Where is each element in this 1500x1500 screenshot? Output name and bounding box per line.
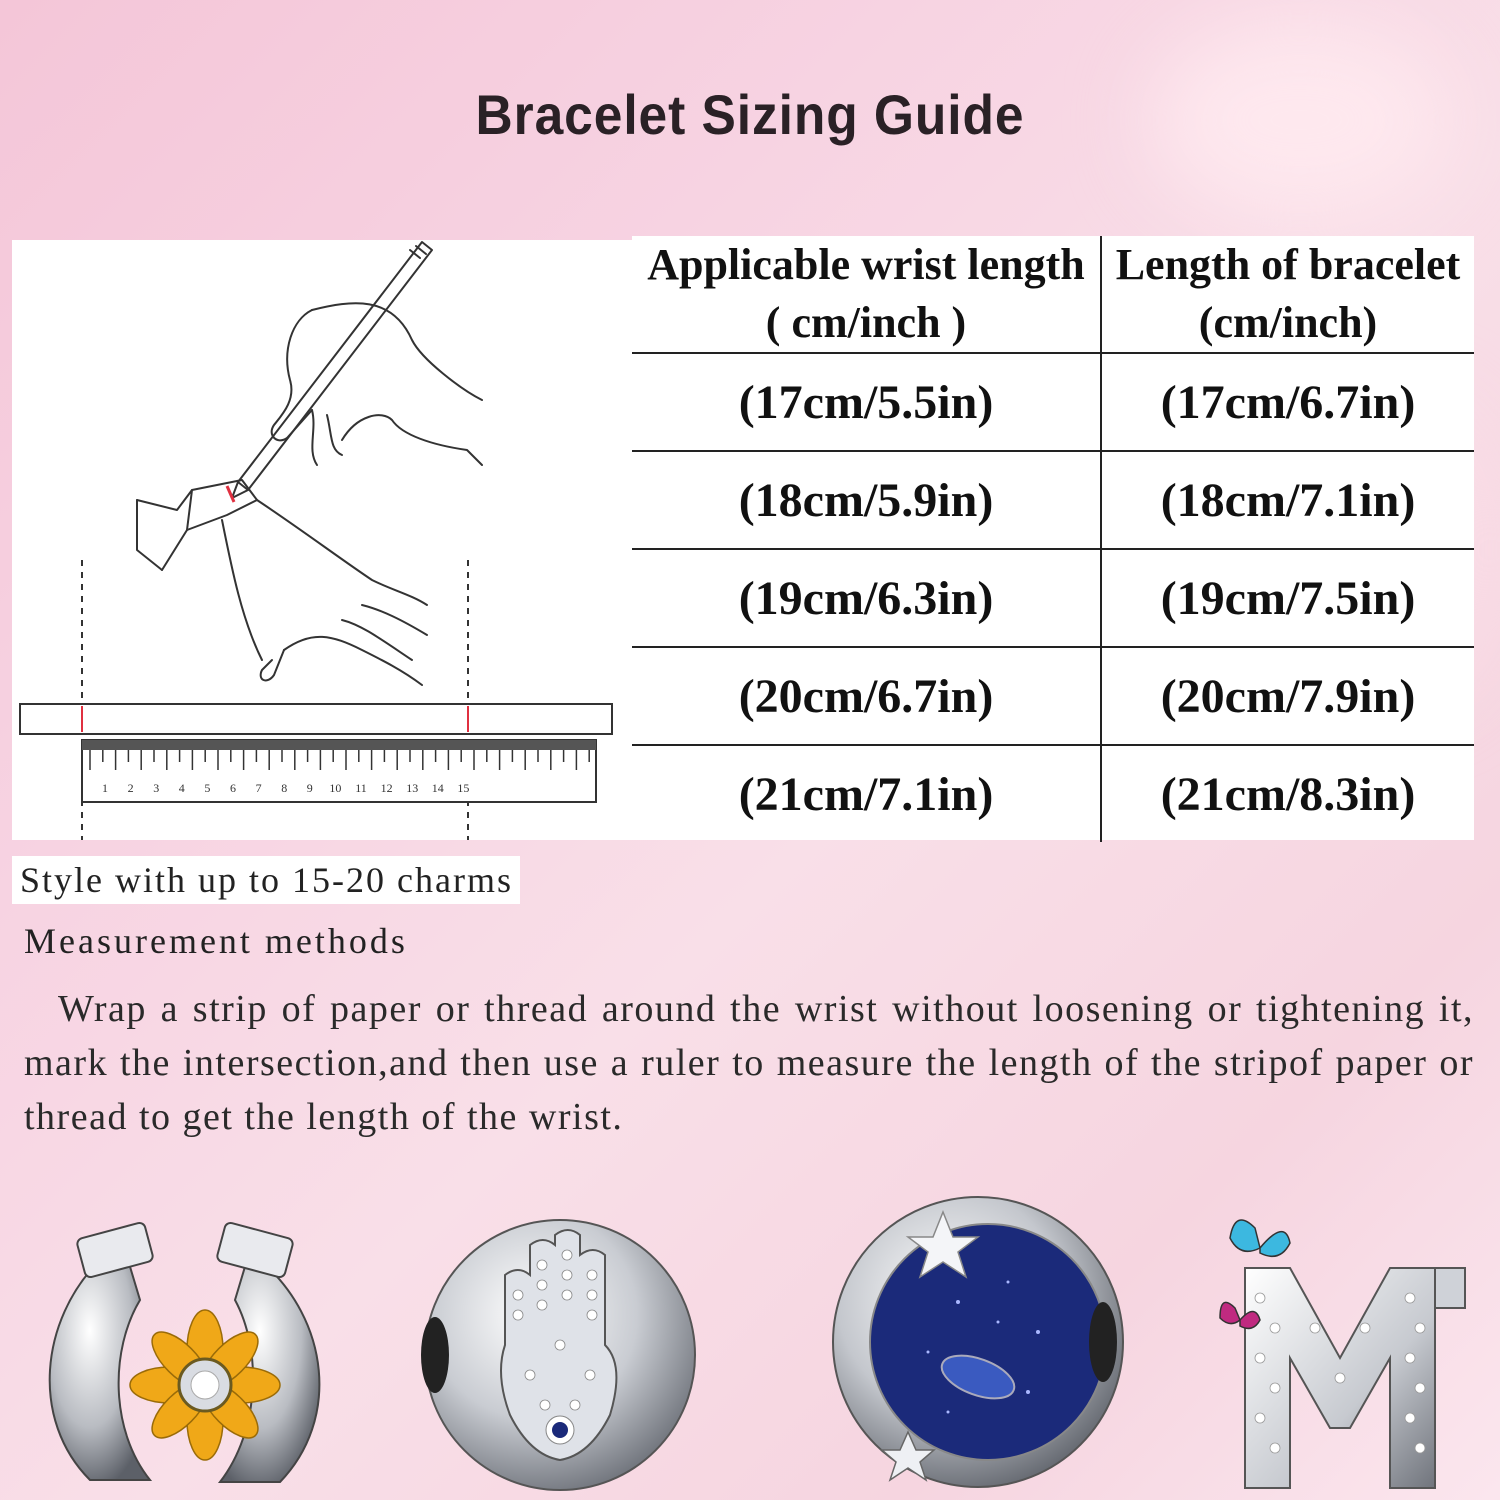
ruler-tick-label: 7 (255, 781, 262, 795)
ruler-tick-label: 9 (306, 781, 313, 795)
moon-star-night-sky-charm (828, 1192, 1128, 1492)
ruler-tick-label: 11 (355, 781, 367, 795)
wrist-length-cell: (17cm/5.5in) (632, 353, 1101, 451)
ruler-tick-label: 14 (431, 781, 444, 795)
wrist-length-cell: (19cm/6.3in) (632, 549, 1101, 647)
header-wrist-length-line2: ( cm/inch ) (765, 298, 967, 347)
header-wrist-length-line1: Applicable wrist length (647, 240, 1085, 289)
ruler-tick-label: 6 (230, 781, 236, 795)
letter-m-butterfly-charm (1215, 1208, 1475, 1498)
bracelet-length-cell: (18cm/7.1in) (1101, 451, 1474, 549)
ruler-tick-label: 10 (329, 781, 342, 795)
ruler-tick-label: 3 (153, 781, 160, 795)
measurement-methods-title: Measurement methods (24, 921, 408, 961)
header-wrist-length (632, 236, 1101, 353)
horseshoe-sunflower-charm (30, 1220, 370, 1500)
hand-measuring-illustration (12, 240, 632, 840)
bracelet-length-cell: (19cm/7.5in) (1101, 549, 1474, 647)
wrist-length-cell: (20cm/6.7in) (632, 647, 1101, 745)
measurement-methods-text: Wrap a strip of paper or thread around the wrist without loosening or tightening it, mark the intersection,and then use a ruler to measure the length of the stripof paper or thread to get the length of the wrist. (24, 988, 1474, 1138)
wrist-length-cell: (18cm/5.9in) (632, 451, 1101, 549)
table-row (632, 451, 1474, 549)
charm-capacity-note: Style with up to 15-20 charms (12, 856, 520, 904)
measuring-illustration-panel (12, 240, 632, 840)
ruler-tick-label: 2 (127, 781, 134, 795)
table-row (632, 647, 1474, 745)
header-bracelet-length (1101, 236, 1474, 353)
ruler-tick-label: 13 (406, 781, 419, 795)
bracelet-length-cell: (21cm/8.3in) (1160, 767, 1416, 821)
ruler-tick-label: 1 (102, 781, 108, 795)
header-bracelet-length-line1: Length of bracelet (1115, 240, 1461, 289)
ruler-tick-label: 15 (457, 781, 470, 795)
ruler-tick-label: 8 (281, 781, 288, 795)
ruler-tick-label: 4 (178, 781, 185, 795)
bracelet-length-cell: (17cm/6.7in) (1101, 353, 1474, 451)
hamsa-evil-eye-charm (410, 1215, 710, 1495)
bracelet-length-cell: (20cm/7.9in) (1101, 647, 1474, 745)
wrist-length-cell: (21cm/7.1in) (632, 745, 1101, 842)
ruler-tick-label: 5 (204, 781, 211, 795)
table-row (632, 549, 1474, 647)
ruler-tick-label: 12 (380, 781, 393, 795)
page-title: Bracelet Sizing Guide (475, 83, 1025, 146)
table-header-row (632, 236, 1474, 353)
header-bracelet-length-line2: (cm/inch) (1198, 298, 1378, 347)
table-row (632, 353, 1474, 451)
table-row (632, 745, 1474, 842)
size-chart-table (632, 236, 1474, 842)
